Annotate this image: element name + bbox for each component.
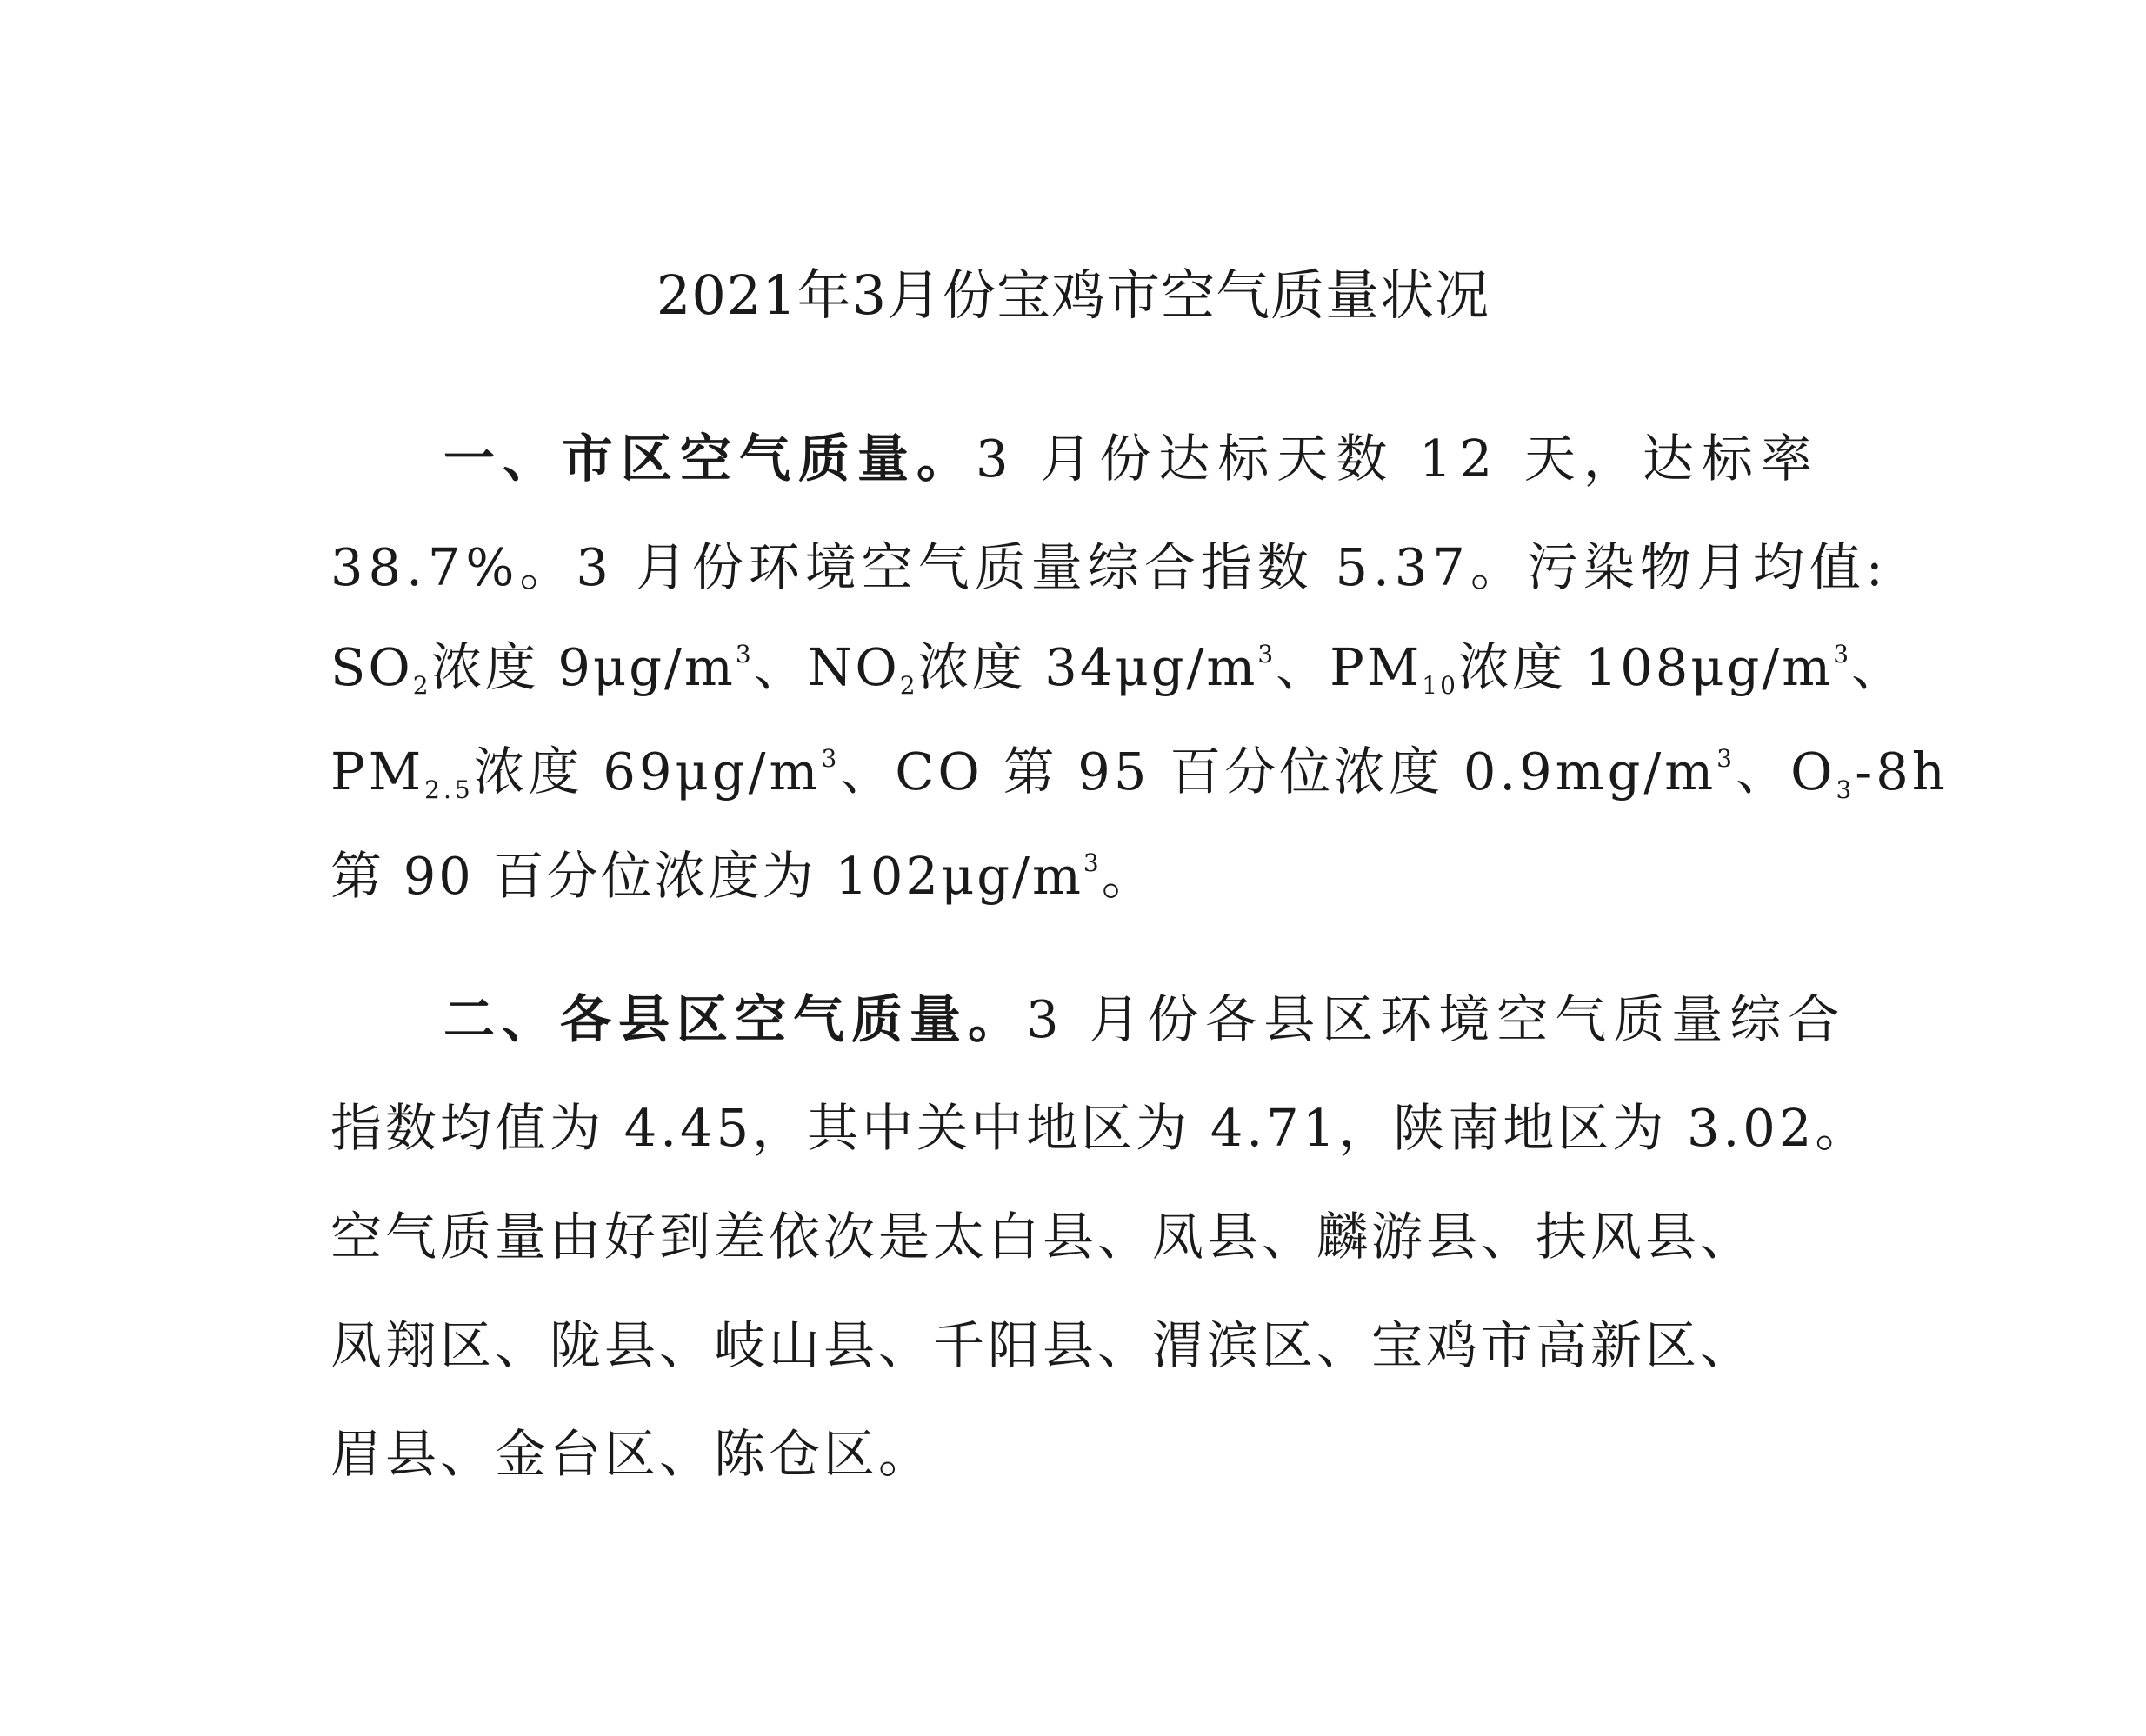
section1-line1 <box>330 424 1878 494</box>
section2-line1-text: 3 月份各县区环境空气质量综合 <box>1026 989 1847 1049</box>
section1-heading: 一、市区空气质量。 <box>443 429 976 489</box>
section2-line1 <box>330 985 1878 1054</box>
page-title: 2021年3月份宝鸡市空气质量状况 <box>656 263 1490 327</box>
section2-line3: 空气质量由好到差依次是太白县、凤县、麟游县、扶风县、 <box>330 1207 1756 1267</box>
section1-line5: 第 90 百分位浓度为 $102\mu g/m^3$。 <box>330 846 1156 906</box>
section2-heading: 二、各县区空气质量。 <box>443 989 1027 1049</box>
section2-line2: 指数均值为 4.45，其中关中地区为 4.71，陕南地区为 3.02。 <box>330 1098 1870 1158</box>
section1-line3: $SO_2$浓度 $9\mu g/m^3$、$NO_2$浓度 $34\mu g/m^3$、$PM_{10}$浓度 $108\mu g/m^3$、 <box>330 637 1906 700</box>
section1-line2: 38.7%。3 月份环境空气质量综合指数 5.37。污染物月均值: <box>330 537 1889 597</box>
section2-line4: 凤翔区、陇县、岐山县、千阳县、渭滨区、宝鸡市高新区、 <box>330 1315 1756 1375</box>
section1-line4: $PM_{2.5}$浓度 $69\mu g/m^3$、CO 第 95 百分位浓度 $0.9mg/m^3$、$O_3-8h$ <box>330 742 1949 804</box>
section2-line5: 眉县、金台区、陈仓区。 <box>330 1424 934 1484</box>
section1-line1-text: 3 月份达标天数 12 天，达标率 <box>976 429 1820 489</box>
